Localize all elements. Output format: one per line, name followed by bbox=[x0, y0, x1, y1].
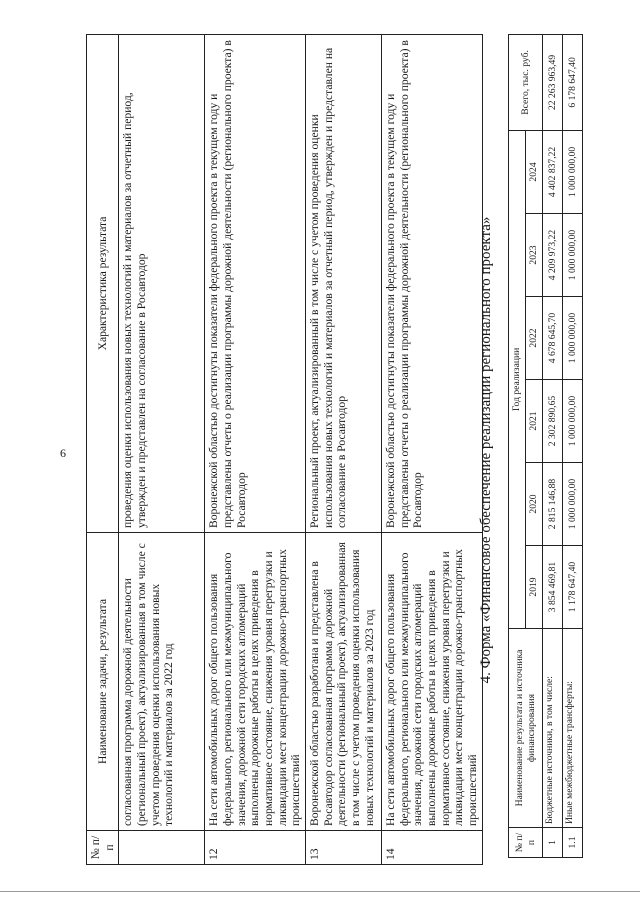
section-title: 4. Форма «Финансовое обеспечение реализации регионального проекта» bbox=[478, 216, 494, 684]
financing-header-name: Наименование результата и источника финансирования bbox=[509, 629, 543, 828]
value-2023: 1 000 000,00 bbox=[563, 214, 583, 297]
table-row bbox=[306, 35, 382, 865]
value-2022: 4 678 645,70 bbox=[543, 297, 563, 380]
row-task: На сети автомобильных дорог общего пользования федерального, регионального или межмуниципального значения, дорожной сети городских агломераций выполнены дорожные работы в целях приведения в нормативное состояние, снижения уровня перегрузки и ликвидации мест концентрации дорожно-транспортных происшествий bbox=[205, 533, 306, 831]
financing-header-years: Год реализации bbox=[509, 130, 526, 628]
row-task: согласованная программа дорожной деятельности (региональный проект), актуализированная в том числе с учетом проведения оценки использования новых технологий и материалов за 2022 год bbox=[119, 533, 205, 831]
row-num: 13 bbox=[306, 831, 382, 865]
table-row bbox=[563, 34, 583, 857]
row-task: На сети автомобильных дорог общего пользования федерального, регионального или межмуниципального значения, дорожной сети городских агломераций выполнены дорожные работы в целях приведения в нормативное состояние, снижения уровня перегрузки и ликвидации мест концентрации дорожно-транспортных происшествий bbox=[382, 533, 483, 831]
year-2020: 2020 bbox=[526, 463, 543, 546]
row-name: Иные межбюджетные трансферты: bbox=[563, 629, 583, 828]
row-num: 14 bbox=[382, 831, 483, 865]
results-table bbox=[86, 34, 483, 865]
financing-header-row bbox=[509, 34, 526, 857]
year-2019: 2019 bbox=[526, 546, 543, 629]
value-2019: 3 854 469,81 bbox=[543, 546, 563, 629]
value-total: 22 263 963,49 bbox=[543, 34, 563, 130]
year-2023: 2023 bbox=[526, 214, 543, 297]
value-2024: 4 402 837,22 bbox=[543, 130, 563, 213]
header-characteristic: Характеристика результата bbox=[87, 35, 119, 533]
table-row bbox=[543, 34, 563, 857]
value-2020: 1 000 000,00 bbox=[563, 463, 583, 546]
value-2024: 1 000 000,00 bbox=[563, 130, 583, 213]
row-task: Воронежской областью разработана и представлена в Росавтодор согласованная программа дорожной деятельности (региональный проект), актуализированная в том числе с учетом проведения оценки использования новых технологий и материалов за 2023 год bbox=[306, 533, 382, 831]
year-2022: 2022 bbox=[526, 297, 543, 380]
table-row bbox=[205, 35, 306, 865]
financing-table bbox=[508, 34, 583, 858]
row-characteristic: Воронежской областью достигнуты показатели федерального проекта в текущем году и представлены отчеты о реализации программы дорожной деятельности (регионального проекта) в Росавтодор bbox=[205, 35, 306, 533]
row-characteristic: Воронежской областью достигнуты показатели федерального проекта в текущем году и представлены отчеты о реализации программы дорожной деятельности (регионального проекта) в Росавтодор bbox=[382, 35, 483, 533]
year-2024: 2024 bbox=[526, 130, 543, 213]
row-num: 1 bbox=[543, 828, 563, 858]
value-2023: 4 209 973,22 bbox=[543, 214, 563, 297]
page-bottom-rule bbox=[0, 891, 640, 892]
financing-header-total: Всего, тыс. руб. bbox=[509, 34, 543, 130]
row-characteristic: проведения оценки использования новых технологий и материалов за отчетный период, утвержден и представлен на согласование в Росавтодор bbox=[119, 35, 205, 533]
row-num bbox=[119, 831, 205, 865]
page-number: 6 bbox=[60, 446, 66, 460]
value-total: 6 178 647,40 bbox=[563, 34, 583, 130]
rotated-page-content bbox=[86, 35, 606, 865]
year-2021: 2021 bbox=[526, 380, 543, 463]
value-2022: 1 000 000,00 bbox=[563, 297, 583, 380]
financing-header-num: № п/п bbox=[509, 828, 543, 858]
row-name: Бюджетные источники, в том числе: bbox=[543, 629, 563, 828]
value-2019: 1 178 647,40 bbox=[563, 546, 583, 629]
table-row bbox=[119, 35, 205, 865]
row-num: 12 bbox=[205, 831, 306, 865]
header-num: № п/п bbox=[87, 831, 119, 865]
results-table-header bbox=[87, 35, 119, 865]
header-task: Наименование задачи, результата bbox=[87, 533, 119, 831]
table-row bbox=[382, 35, 483, 865]
value-2021: 2 302 890,65 bbox=[543, 380, 563, 463]
row-characteristic: Региональный проект, актуализированный в том числе с учетом проведения оценки использования новых технологий и материалов за отчетный период, утвержден и представлен на согласование в Росавтодор bbox=[306, 35, 382, 533]
value-2021: 1 000 000,00 bbox=[563, 380, 583, 463]
row-num: 1.1 bbox=[563, 828, 583, 858]
value-2020: 2 815 146,88 bbox=[543, 463, 563, 546]
